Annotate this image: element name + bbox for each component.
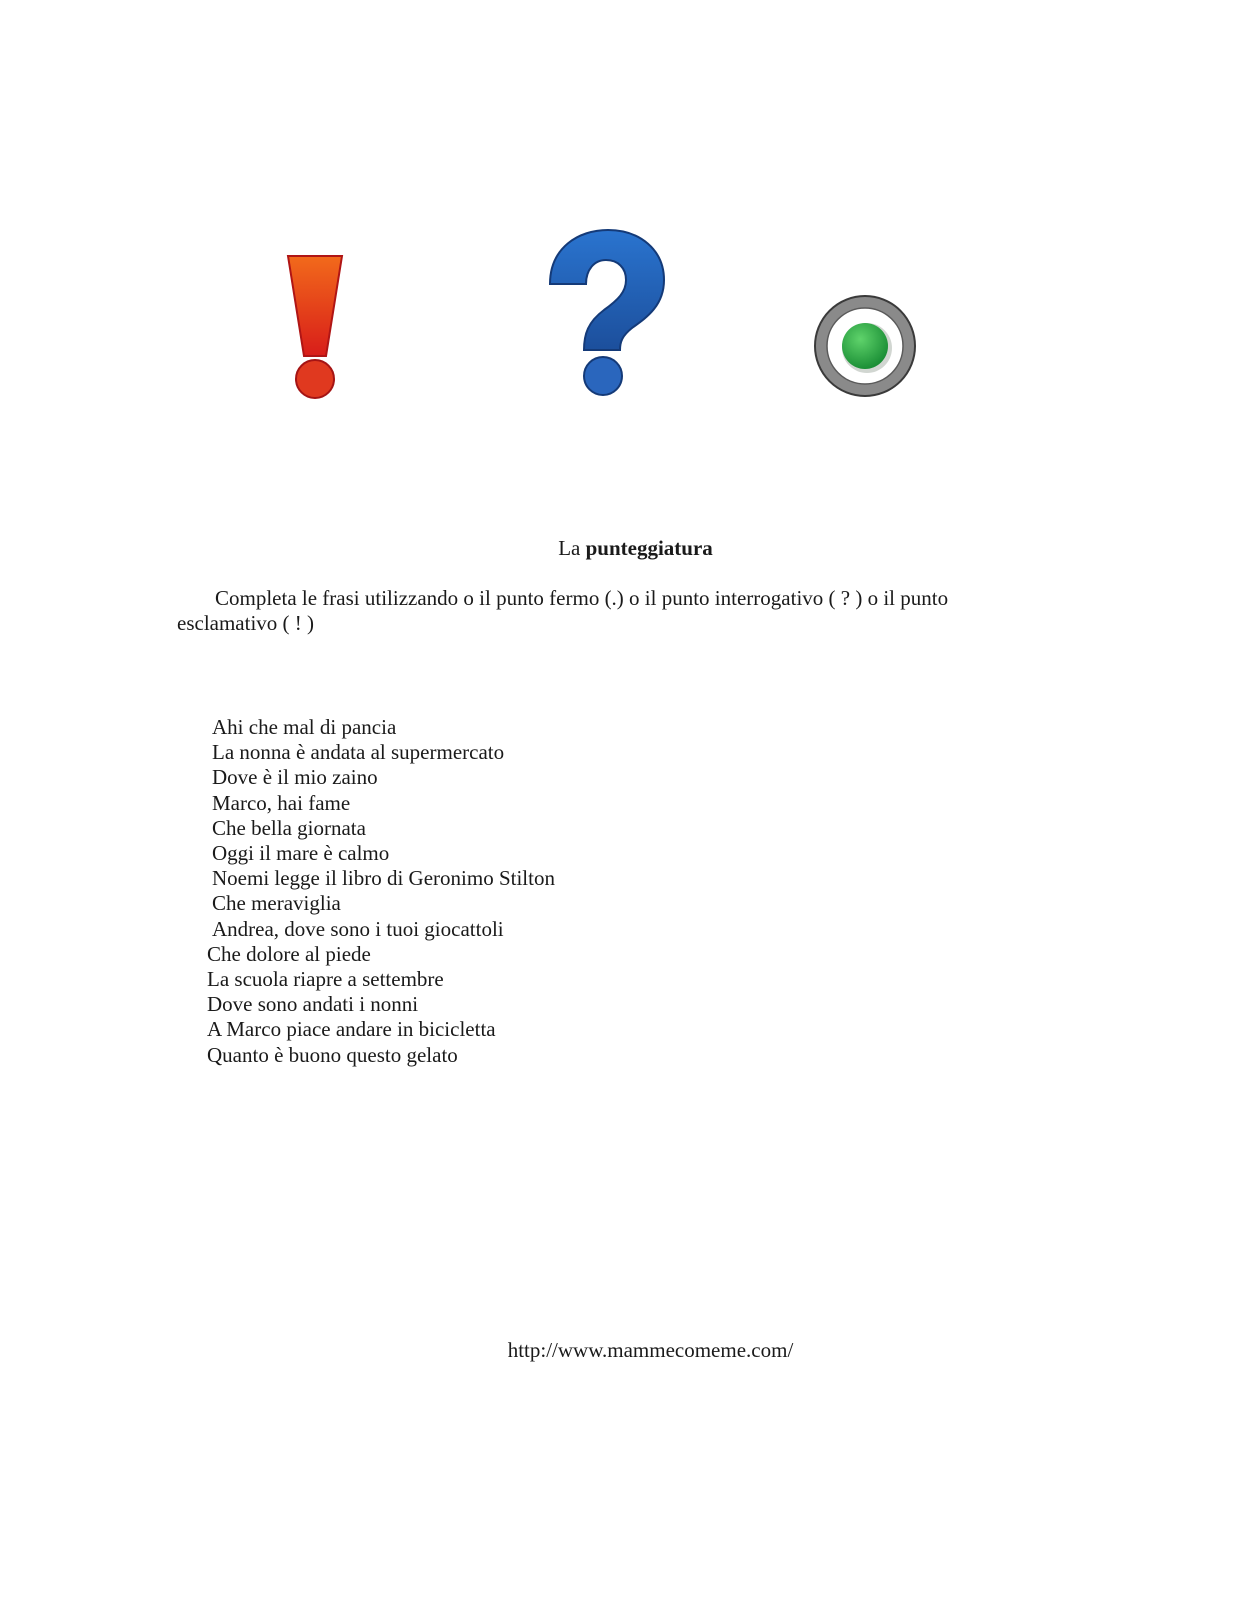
instructions-text: Completa le frasi utilizzando o il punto fermo (.) o il punto interrogativo ( ? ) o il punto esclamativo ( ! ) <box>177 586 949 635</box>
sentence-item: Dove sono andati i nonni <box>207 992 419 1017</box>
exclamation-mark-icon <box>282 252 348 402</box>
sentence-item: La nonna è andata al supermercato <box>212 740 505 765</box>
footer-url[interactable]: http://www.mammecomeme.com/ <box>507 1338 794 1362</box>
sentence-item: Dove è il mio zaino <box>212 765 378 790</box>
sentence-item: Quanto è buono questo gelato <box>207 1042 458 1067</box>
sentence-list <box>207 715 555 1068</box>
sentence-item: A Marco piace andare in bicicletta <box>207 1017 496 1042</box>
page-title <box>0 536 1237 561</box>
sentence-item: Ahi che mal di pancia <box>212 715 397 739</box>
sentence-item: Che meraviglia <box>212 891 341 916</box>
sentence-item: Marco, hai fame <box>212 790 351 815</box>
sentence-item: Noemi legge il libro di Geronimo Stilton <box>212 866 555 891</box>
title-prefix: La <box>558 536 581 560</box>
question-mark-icon <box>548 228 666 400</box>
sentence-item: La scuola riapre a settembre <box>207 967 444 992</box>
sentence-item: Andrea, dove sono i tuoi giocattoli <box>212 916 504 941</box>
period-dot-icon <box>812 293 918 399</box>
sentence-item: Oggi il mare è calmo <box>212 841 390 866</box>
title-bold: punteggiatura <box>585 536 713 560</box>
sentence-item: Che bella giornata <box>212 815 366 840</box>
sentence-item: Che dolore al piede <box>207 941 371 966</box>
